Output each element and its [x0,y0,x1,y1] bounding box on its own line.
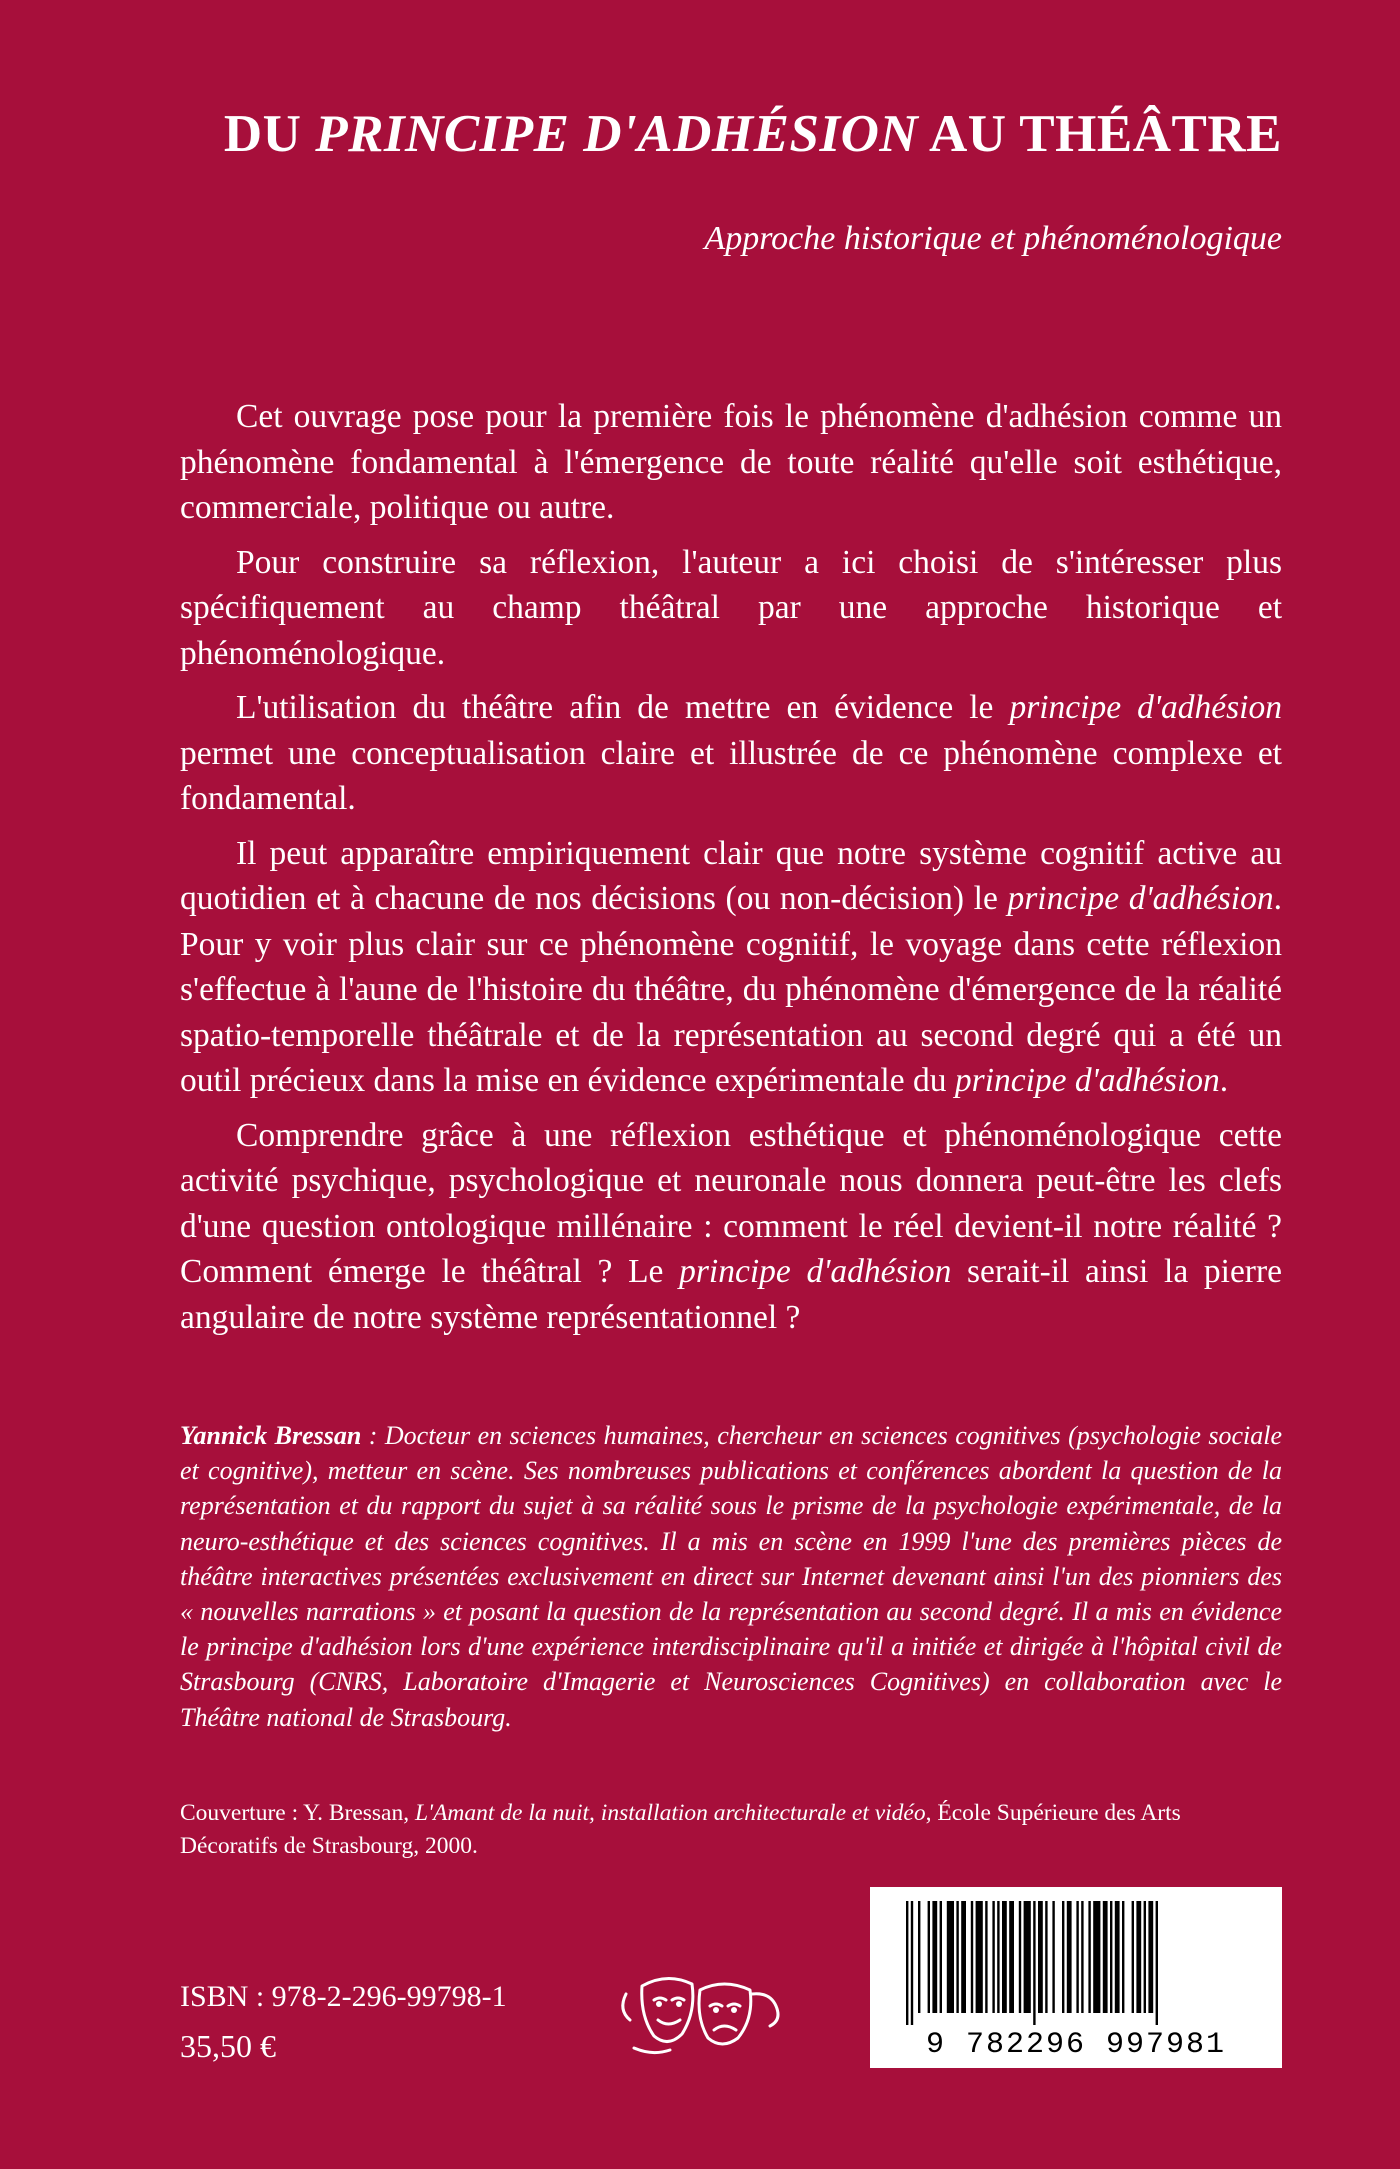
barcode-bar [1052,1901,1054,2013]
blurb-text: . [1219,1062,1229,1099]
credit-text: , École Supérieure des Arts Décoratifs de Strasbourg, 2000. [180,1800,1181,1859]
barcode-bar [1110,1901,1112,2013]
barcode-bar [1076,1901,1078,2013]
blurb-emphasis: principe d'adhésion [1009,689,1282,726]
barcode-bar [1067,1901,1072,2013]
blurb-paragraph-5 [180,1113,1282,1341]
barcode-bar [1144,1901,1146,2013]
credit-text: Couverture : Y. Bressan, [180,1800,415,1826]
author-bio-text: : Docteur en sciences humaines, chercheur en sciences cognitives (psychologie sociale et cognitive), metteur en scène. Ses nombreuses publications et conférences abordent la question de la représentation et du rapport du sujet à sa réalité sous le prisme de la psychologie expérimentale, de la neuro-esthétique et des sciences cognitives. Il a mis en scène en 1999 l'une des premières pièces de théâtre interactives présentées exclusivement en direct sur Internet devenant ainsi l'un des pionniers des « nouvelles narrations » et posant la question de la représentation au second degré. Il a mis en évidence le principe d'adhésion lors d'une expérience interdisciplinaire qu'il a initiée et dirigée à l'hôpital civil de Strasbourg (CNRS, Laboratoire d'Imagerie et Neurosciences Cognitives) en collaboration avec le Théâtre national de Strasbourg. [180,1421,1283,1732]
barcode-bar [1002,1901,1007,2013]
barcode-bar [947,1901,954,2013]
book-title [180,104,1282,164]
barcode-bar [1038,1901,1043,2013]
barcode-bar [1024,1901,1031,2013]
barcode-bar [1033,1901,1035,2025]
barcode [870,1887,1282,2068]
theatre-masks-icon [612,1964,792,2064]
author-name: Yannick Bressan [180,1421,362,1450]
barcode-bar [1009,1901,1014,2013]
barcode-bar [911,1901,913,2025]
barcode-bar [1062,1901,1064,2013]
blurb [180,394,1282,1349]
barcode-bar [1122,1901,1124,2013]
barcode-bar [1045,1901,1047,2013]
title-part-2: PRINCIPE D'ADHÉSION [315,105,919,163]
barcode-bar [1115,1901,1120,2013]
barcode-bar [1088,1901,1090,2013]
barcode-bar [1148,1901,1153,2013]
blurb-paragraph-1: Cet ouvrage pose pour la première fois le phénomène d'adhésion comme un phénomène fondamental à l'émergence de toute réalité qu'elle soit esthétique, commerciale, politique ou autre. [180,398,1282,526]
barcode-bar [906,1901,908,2025]
blurb-emphasis: principe d'adhésion [679,1253,952,1290]
blurb-text: L'utilisation du théâtre afin de mettre en évidence le [236,689,1010,726]
blurb-emphasis: principe d'adhésion [1007,880,1274,917]
barcode-bar [918,1901,920,2013]
blurb-text: . Pour y voir plus clair sur ce phénomène cognitif, le voyage dans cette réflexion s'effectue à l'aune de l'histoire du théâtre, du phénomène d'émergence de la réalité spatio-temporelle théâtrale et de la représentation au second degré qui a été un outil précieux dans la mise en évidence expérimentale du [180,880,1282,1099]
barcode-bars [906,1901,1246,2025]
author-bio [180,1418,1282,1735]
blurb-emphasis: principe d'adhésion [954,1062,1220,1099]
blurb-paragraph-2: Pour construire sa réflexion, l'auteur a ici choisi de s'intéresser plus spécifiquement au champ théâtral par une approche historique et phénoménologique. [180,543,1282,672]
barcode-bar [1093,1901,1100,2013]
barcode-bar [971,1901,973,2013]
barcode-bar [1103,1901,1108,2013]
blurb-text: Comprendre grâce à une réflexion esthétique et phénoménologique cette activité psychique, psychologique et neuronale nous donnera peut-être les clefs d'une question ontologique millénaire : comment le réel devient-il notre réalité ? Comment émerge le théâtral ? Le [180,1116,1282,1290]
barcode-bar [976,1901,983,2013]
barcode-bar [1156,1901,1158,2025]
barcode-bar [992,1901,994,2013]
blurb-text: Il peut apparaître empiriquement clair que notre système cognitif active au quotidien et à chacune de nos décisions (ou non-décision) le [180,834,1282,917]
barcode-bar [1132,1901,1134,2013]
isbn: ISBN : 978-2-296-99798-1 [180,1980,507,2013]
price: 35,50 € [180,2028,276,2064]
barcode-bar [985,1901,987,2013]
blurb-paragraph-3 [180,685,1282,822]
title-part-1: DU [223,105,316,163]
blurb-paragraph-4 [180,831,1282,1104]
barcode-digits: 9 782296 997981 [925,2028,1227,2062]
barcode-bar [1081,1901,1083,2013]
barcode-bar [956,1901,958,2013]
title-part-3: AU THÉÂTRE [918,105,1282,163]
barcode-bar [928,1901,930,2013]
credit-work-title: L'Amant de la nuit, installation architecturale et vidéo [414,1800,926,1826]
blurb-text: serait-il ainsi la pierre angulaire de notre système représentationnel ? [180,1253,1282,1336]
barcode-bar [961,1901,966,2013]
barcode-bar [932,1901,937,2013]
barcode-bar [940,1901,942,2013]
book-subtitle: Approche historique et phénoménologique [704,220,1282,257]
barcode-bar [997,1901,999,2013]
barcode-bar [1019,1901,1021,2013]
barcode-bar [1136,1901,1141,2013]
blurb-text: permet une conceptualisation claire et illustrée de ce phénomène complexe et fondamental. [180,734,1282,817]
cover-credit [180,1797,1282,1863]
